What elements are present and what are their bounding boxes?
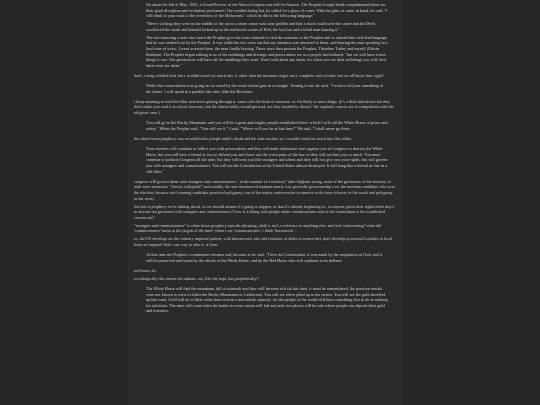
body-paragraph-group [134,179,396,248]
quote-paragraph: At that time the Prophet's countenance became sad, because as he said, "I love the Constitution; it was made by the inspiration of God; and it will be preserved and saved by the efforts of the White Horse, and by the Red Horse who will combine in its defense. [146,252,383,263]
quote-paragraph: Your enemies will continue to follow you with persecutions and they will make obnoxious laws against you in Congress to destroy the White Horse, but you will have a friend or two to defend you and throw out the worst parts of the law so they will not hurt you so much. You must continue to petition Congress all the time, but they will treat you like strangers and aliens and they will not give you your rights, but will govern you with strangers and commissioners. You will see the Constitution of the United States almost destroyed. It will hang like a thread as fine as a silk fiber." [146,146,388,174]
body-paragraph-group [134,136,396,142]
quote-paragraph: "Here's wishing they were in the middle of the sea in a stone canoe with iron paddles and that a shark swallowed the canoe and the Devil swallowed the shark and himself locked up in the northwest corner of Hell, the key lost and a blind man hunting it." [146,21,376,32]
body-paragraph-group [134,268,396,282]
article-content [128,0,402,314]
body-paragraph: so, the US develops on the contrary imperial pattern, with bureaucratic rule and relations of allies to ensure they don't develop provincial loyalties or local bases of support? that's one way to take it, at least. [134,236,393,247]
blockquote [146,146,388,174]
blockquote [146,120,388,131]
document-page [128,0,402,405]
quote-paragraph: The next morning a man who heard the Prophet give the toast returned to visit the mansion of the Prophet and so abused him with bad language that he was ordered out by the Prophet. It was while the two were out that my attention was attracted to them, and hearing the man speaking in a loud tone of voice, I went towards them, the man finally leaving. There were then present the Prophet, Theodore Turley and myself (Edwin Rushton). The Prophet began talking to us of the mobbings and drivings and persecutions we as a people had endured, "but we will have worse things to see. Our persecutors will have all the mobbings they want. Don't wish them any harm, for when you see their sufferings you will shed bitter tears for them." [146,34,388,68]
quote-paragraph: The White Horse will find the mountains full of minerals and they will become rich (at this time, it must be remembered, the precious metals were not known to exist in either the Rocky Mountains or California). You will see silver piled up in the streets. You will see the gold shoveled up like sand. Gold will be of little value then even in a mercantile capacity, for the people of the world will have something else to do in seeking for salvation. The time will come when the banks in every nation will fail and only two places will be safe where people can deposit their gold and treasures. [146,286,388,314]
quote-paragraph: While this conversation was going on we stood by the south wicket gate in a triangle. Turning to me, he said, "I want to tell you something of the future. I will speak in a parable like unto John the Revelator. [146,83,384,94]
body-paragraph: congress will govern them with strangers and commissioners - in the manner of a territory? after brigham young, none of the governors of the territory of utah were mormons; *checks wikipedia* and notably, the anti-mormon ed munson nearly was given the governorship over the mormon candidate who won the election, because said winning candidate practiced polygamy, one of the major controversies in america at the time (slavery in the south and polygamy in the west). [134,178,395,201]
body-paragraph: that's a long-winded lead, but i wouldn't read too much into it. other than the mormon origin story complete with exodus, but we all know that, right? [134,72,384,78]
body-paragraph-group [134,73,396,79]
body-paragraph: i keep meaning to read the bible and never getting through it. same with the book of mormon. so i'm likely to miss things. (it's a little ridiculous that they don't make you read it in school anyways, but the atheist lobby would get mad. are they funded by disney? the capitalist carrots are in competition with the religious ones.) [134,98,394,116]
quote-paragraph: On about the 6th of May, 1843, a Grand Review of the Nauvoo Legion was held in Nauvoo. The Prophet Joseph Smith complimented them for their good discipline and evolutions performed. The weather being hot, he called for a glass of water. With the glass of water in hand, he said: "I will drink to your toast to the overthrow of the Mobocrats," which he did in the following language:" [146,2,388,19]
blockquote [146,252,388,263]
body-paragraph: red horse, eh. [134,267,157,273]
body-paragraph: sociologically this means the indians. say, like the hopi, but prophetically? [134,275,259,281]
body-paragraph: the white horse prophecy was recorded after joseph smith's death and the utah exodus, so i wouldn't read too much into this either. [134,136,353,142]
blockquote [146,2,388,68]
blockquote [146,83,388,94]
body-paragraph: "strangers and commissioners" is white horse prophecy-specific phrasing; afaik it isn't a reference to anything else. and isn't it interesting? what did 'commissioners' mean in the jargon of the time? when i see 'commissioners', i think 'bureaucrat'... [134,222,382,234]
quote-paragraph: You will go to the Rocky Mountains and you will be a great and mighty people established there, which I will call the White Horse of peace and safety." When the Prophet said, "You will see it," I said, "Where will you be at that time?" He said, "I shall never go there. [146,120,388,131]
blockquote [146,286,388,314]
body-paragraph: but this is prophecy we're talking about, so we should assume it's going to happen, or that it's already beginning to.. in anyone given their rights these days? in anyone not governed with strangers and commissioners? how is it doing with people under commissioners and of the constitution is the established current one? [134,203,395,220]
body-paragraph-group [134,99,396,116]
